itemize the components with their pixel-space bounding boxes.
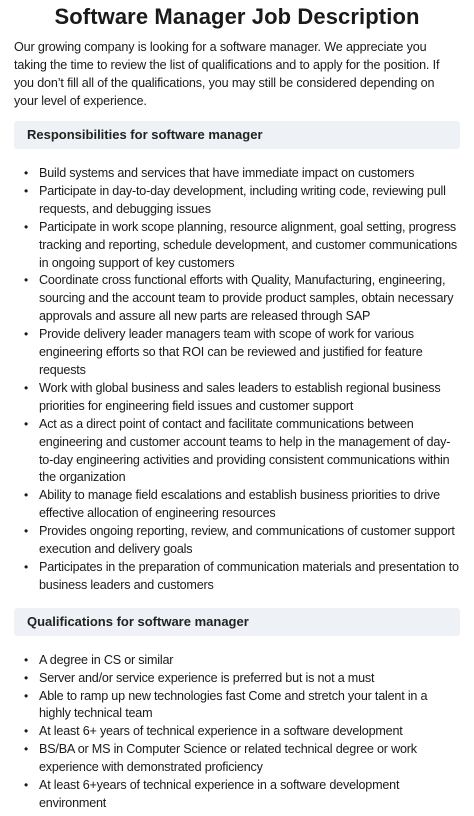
bullet-icon: •	[24, 273, 29, 288]
list-item: • Ability to manage field escalations and establish business priorities to drive effective allocation of engineering resources	[24, 488, 440, 521]
bullet-icon: •	[24, 416, 29, 431]
list-item: • Work with global business and sales leaders to establish regional business priorities for engineering field issues and customer support	[24, 380, 441, 413]
list-item: • At least 6+ years of technical experience in a software development	[14, 723, 460, 741]
bullet-icon: •	[24, 380, 29, 395]
list-item: • Build systems and services that have immediate impact on customers	[14, 165, 460, 183]
list-item: • Provides ongoing reporting, review, and communications of customer support execution and delivery goals	[24, 524, 455, 557]
list-item: • A degree in CS or similar	[14, 652, 460, 670]
bullet-icon: •	[24, 652, 29, 667]
bullet-icon: •	[24, 688, 29, 703]
bullet-icon: •	[24, 559, 29, 574]
qualifications-heading: Qualifications for software manager	[14, 608, 460, 636]
bullet-icon: •	[24, 524, 29, 539]
list-item: • Coordinate cross functional efforts with Quality, Manufacturing, engineering, sourcing and the account team to provide product samples, obtain necessary approvals and assure all new parts are released through SAP	[24, 273, 454, 324]
responsibilities-heading: Responsibilities for software manager	[14, 121, 460, 149]
bullet-icon: •	[24, 778, 29, 793]
bullet-icon: •	[24, 327, 29, 342]
list-item: • Provide delivery leader managers team with scope of work for various engineering efforts so that ROI can be reviewed and justified for feature requests	[24, 327, 423, 377]
qualifications-list	[14, 652, 460, 813]
page-title: Software Manager Job Description	[54, 4, 420, 29]
list-item: • Act as a direct point of contact and facilitate communications between engineering and customer account teams to help in the management of day-to-day engineering activities and providing consistent communications within the organization	[24, 416, 451, 485]
list-item: • At least 6+years of technical experience in a software development environment	[24, 778, 400, 810]
list-item: • Able to ramp up new technologies fast Come and stretch your talent in a highly technical team	[24, 688, 428, 721]
bullet-icon: •	[24, 166, 29, 180]
list-item: • Participate in day-to-day development, including writing code, reviewing pull requests, and debugging issues	[24, 183, 446, 216]
bullet-icon: •	[24, 724, 29, 739]
bullet-icon: •	[24, 742, 29, 757]
bullet-icon: •	[24, 219, 29, 234]
bullet-icon: •	[24, 670, 29, 685]
bullet-icon: •	[24, 183, 29, 198]
intro-paragraph: Our growing company is looking for a software manager. We appreciate you taking the time to review the list of qualifications and to apply for the position. If you don’t fill all of the qualifications, you may still be considered depending on your level of experience.	[14, 40, 440, 108]
list-item: • Server and/or service experience is preferred but is not a must	[14, 670, 460, 688]
list-item: • Participate in work scope planning, resource alignment, goal setting, progress tracking and reporting, schedule development, and customer communications in ongoing support of key customers	[24, 219, 458, 270]
list-item: • BS/BA or MS in Computer Science or related technical degree or work experience with demonstrated proficiency	[24, 742, 417, 775]
list-item: • Participates in the preparation of communication materials and presentation to business leaders and customers	[24, 559, 459, 592]
responsibilities-list	[14, 165, 460, 595]
bullet-icon: •	[24, 488, 29, 503]
